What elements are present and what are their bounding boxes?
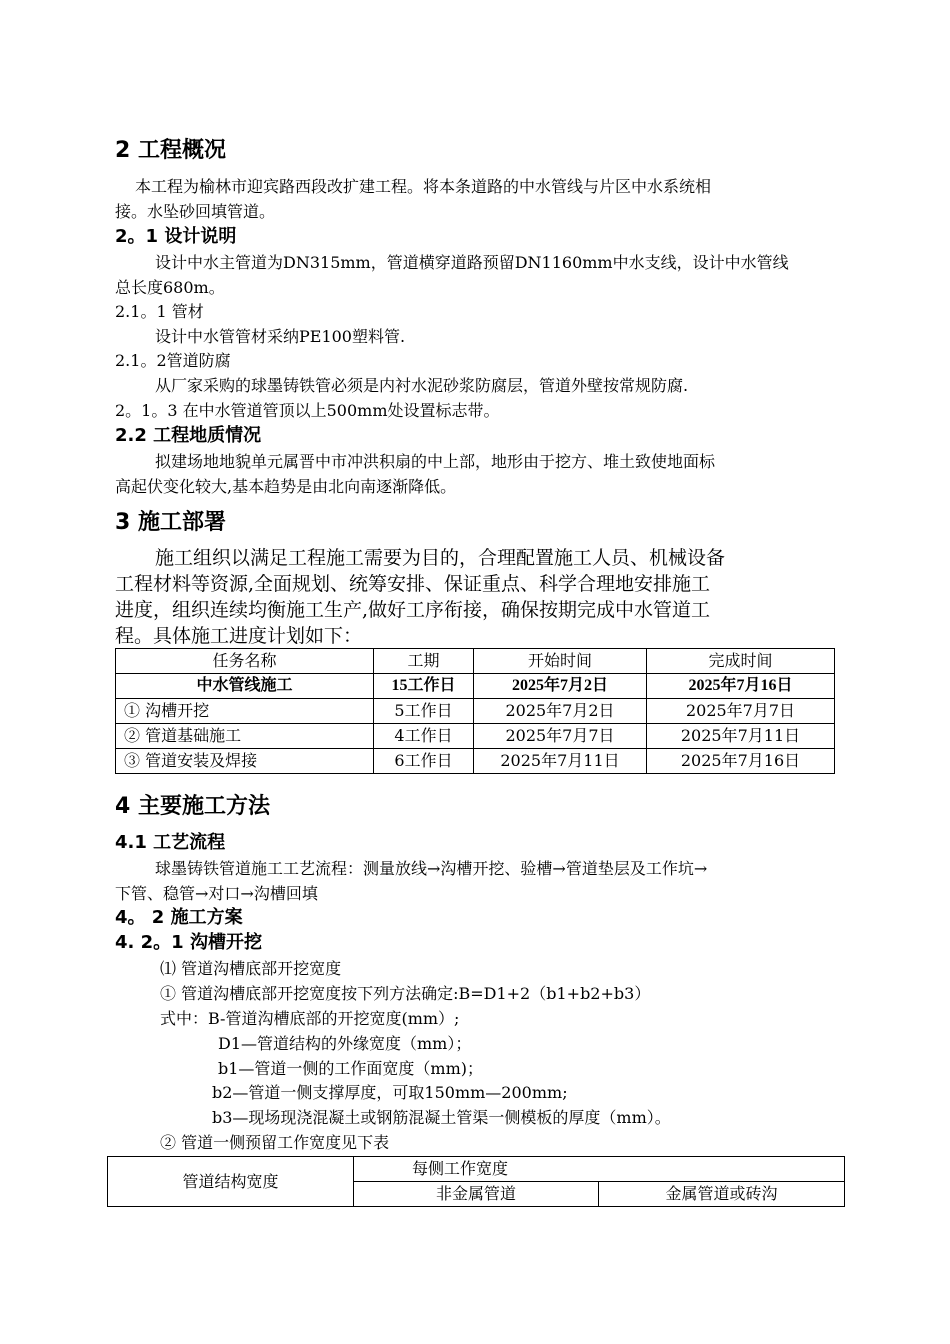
- geology-line-2: 高起伏变化较大,基本趋势是由北向南逐渐降低。: [115, 477, 457, 496]
- def-d1: D1—管道结构的外缘宽度（mm）；: [218, 1034, 472, 1053]
- cell-finish: 2025年7月16日: [647, 749, 835, 774]
- cell-duration: 5工作日: [374, 699, 474, 724]
- deployment-line-1: 施工组织以满足工程施工需要为目的，合理配置施工人员、机械设备: [155, 547, 726, 569]
- cell-task: ③ 管道安装及焊接: [116, 749, 374, 774]
- header-task: 任务名称: [116, 649, 374, 674]
- table-header-row: [108, 1157, 845, 1182]
- cell-start: 2025年7月11日: [474, 749, 647, 774]
- cell-summary-duration: 15工作日: [374, 674, 474, 699]
- section-2-1-1-heading: 2.1。1 管材: [115, 302, 204, 321]
- header-metal: 金属管道或砖沟: [599, 1182, 845, 1207]
- deployment-line-4: 程。具体施工进度计划如下：: [115, 625, 363, 647]
- section-2-1-heading: 2。1 设计说明: [115, 226, 237, 247]
- design-line-1: 设计中水主管道为DN315mm，管道横穿道路预留DN1160mm中水支线，设计中水管线: [155, 253, 789, 272]
- intro-line-2: 接。水坠砂回填管道。: [115, 202, 276, 221]
- process-line-1: 球墨铸铁管道施工工艺流程：测量放线→沟槽开挖、验槽→管道垫层及工作坑→: [155, 859, 708, 878]
- header-structure-width: 管道结构宽度: [108, 1157, 354, 1207]
- cell-summary-task: 中水管线施工: [116, 674, 374, 699]
- section-4-2-heading: 4。 2 施工方案: [115, 907, 243, 928]
- cell-duration: 6工作日: [374, 749, 474, 774]
- cell-start: 2025年7月2日: [474, 699, 647, 724]
- formula-where: 式中：B-管道沟槽底部的开挖宽度(mm）;: [160, 1009, 460, 1028]
- process-line-2: 下管、稳管→对口→沟槽回填: [115, 884, 318, 903]
- cell-finish: 2025年7月11日: [647, 724, 835, 749]
- deployment-line-3: 进度，组织连续均衡施工生产,做好工序衔接，确保按期完成中水管道工: [115, 599, 711, 621]
- trench-width-formula: ① 管道沟槽底部开挖宽度按下列方法确定:B=D1+2（b1+b2+b3）: [160, 984, 651, 1003]
- work-width-table: [107, 1156, 845, 1207]
- section-4-heading: 4 主要施工方法: [115, 794, 270, 819]
- deployment-line-2: 工程材料等资源,全面规划、统筹安排、保证重点、科学合理地安排施工: [115, 573, 711, 595]
- table-row: [116, 724, 835, 749]
- cell-finish: 2025年7月7日: [647, 699, 835, 724]
- header-finish: 完成时间: [647, 649, 835, 674]
- trench-width-item: ⑴ 管道沟槽底部开挖宽度: [160, 959, 342, 978]
- section-2-1-2-heading: 2.1。2管道防腐: [115, 351, 231, 370]
- header-work-width: 每侧工作宽度: [354, 1157, 845, 1182]
- section-2-2-heading: 2.2 工程地质情况: [115, 425, 262, 446]
- intro-line-1: 本工程为榆林市迎宾路西段改扩建工程。将本条道路的中水管线与片区中水系统相: [135, 177, 712, 196]
- anticorrosion-text: 从厂家采购的球墨铸铁管必须是内衬水泥砂浆防腐层，管道外壁按常规防腐.: [155, 376, 689, 395]
- section-4-1-heading: 4.1 工艺流程: [115, 832, 226, 853]
- schedule-table: [115, 648, 835, 774]
- cell-task: ① 沟槽开挖: [116, 699, 374, 724]
- def-b2: b2—管道一侧支撑厚度，可取150mm—200mm;: [212, 1083, 568, 1102]
- table-row: [116, 699, 835, 724]
- cell-start: 2025年7月7日: [474, 724, 647, 749]
- table-row: [116, 749, 835, 774]
- geology-line-1: 拟建场地地貌单元属晋中市冲洪积扇的中上部，地形由于挖方、堆土致使地面标: [155, 452, 716, 471]
- cell-summary-finish: 2025年7月16日: [647, 674, 835, 699]
- work-width-note: ② 管道一侧预留工作宽度见下表: [160, 1133, 390, 1152]
- def-b1: b1—管道一侧的工作面宽度（mm)；: [218, 1059, 484, 1078]
- section-4-2-1-heading: 4. 2。1 沟槽开挖: [115, 932, 262, 953]
- header-duration: 工期: [374, 649, 474, 674]
- header-non-metal: 非金属管道: [354, 1182, 599, 1207]
- pipe-material-text: 设计中水管管材采纳PE100塑料管.: [155, 327, 406, 346]
- cell-summary-start: 2025年7月2日: [474, 674, 647, 699]
- design-line-2: 总长度680m。: [115, 278, 225, 297]
- header-start: 开始时间: [474, 649, 647, 674]
- section-3-heading: 3 施工部署: [115, 510, 226, 535]
- cell-task: ② 管道基础施工: [116, 724, 374, 749]
- table-summary-row: [116, 674, 835, 699]
- section-2-1-3-text: 2。1。3 在中水管道管顶以上500mm处设置标志带。: [115, 401, 500, 420]
- table-header-row: [116, 649, 835, 674]
- def-b3: b3—现场现浇混凝土或钢筋混凝土管渠一侧模板的厚度（mm）。: [212, 1108, 671, 1127]
- cell-duration: 4工作日: [374, 724, 474, 749]
- section-2-heading: 2 工程概况: [115, 138, 226, 163]
